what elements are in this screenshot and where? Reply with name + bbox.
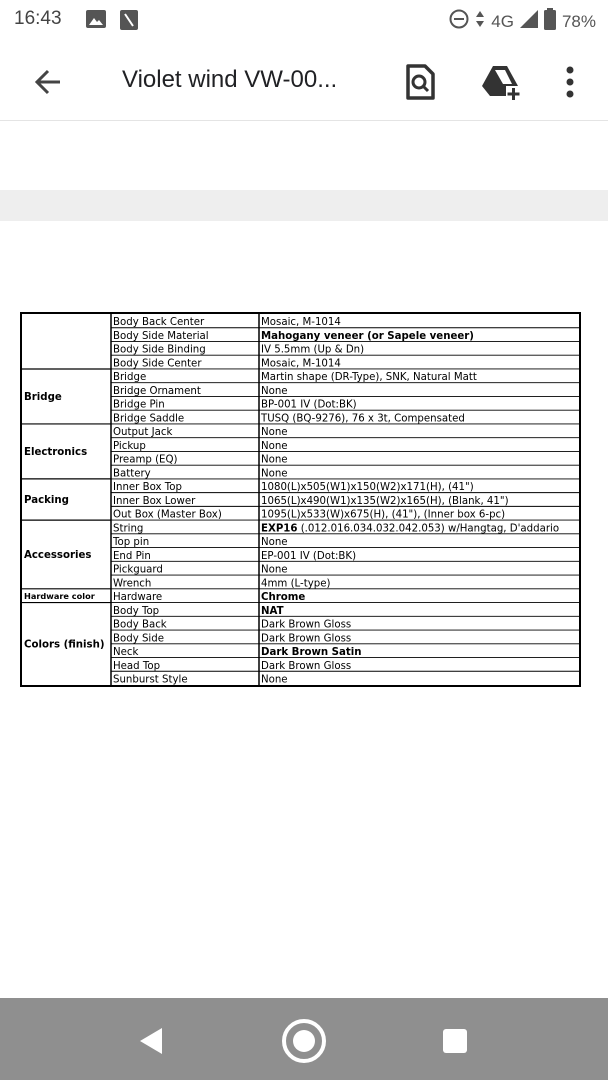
network-type: 4G xyxy=(491,11,514,31)
table-cell-item: Body Side Binding xyxy=(113,344,206,356)
arrow-back-icon xyxy=(28,62,68,102)
table-cell-spec: Mosaic, M-1014 xyxy=(261,317,341,329)
table-cell-item: Bridge xyxy=(113,372,147,384)
back-button[interactable] xyxy=(28,62,68,102)
status-right xyxy=(449,8,596,35)
battery-icon xyxy=(544,8,556,35)
table-cell-spec-rest: (.012.016.034.032.042.053) w/Hangtag, D'addario xyxy=(297,523,560,535)
nav-recents-button[interactable] xyxy=(430,1016,480,1066)
find-in-page-icon xyxy=(398,60,442,104)
table-cell-spec: 1065(L)x490(W1)x135(W2)x165(H), (Blank, 41") xyxy=(261,495,509,507)
drive-add-icon xyxy=(478,60,522,104)
table-cell-spec: None xyxy=(261,427,288,439)
do-not-disturb-icon xyxy=(449,9,469,34)
add-to-drive-button[interactable] xyxy=(478,60,522,104)
triangle-back-icon xyxy=(126,1016,176,1066)
page-separator xyxy=(0,190,608,221)
table-cell-item: Body Back Center xyxy=(113,317,205,329)
table-cell-spec xyxy=(261,523,559,534)
status-time: 16:43 xyxy=(14,8,62,29)
table-cell-item: Pickguard xyxy=(113,564,163,576)
navigation-bar xyxy=(0,998,608,1080)
table-cell-spec: None xyxy=(261,674,288,685)
nav-back-button[interactable] xyxy=(126,1016,176,1066)
image-icon xyxy=(86,10,106,33)
table-cell-spec: None xyxy=(261,454,288,466)
table-cell-spec: Dark Brown Gloss xyxy=(261,619,352,631)
table-cell-spec: 1095(L)x533(W)x675(H), (41"), (Inner box 6-pc) xyxy=(261,509,506,521)
table-cell-spec-lead: EXP16 xyxy=(261,523,298,535)
table-cell-item: Neck xyxy=(113,647,139,659)
table-cell-spec: BP-001 IV (Dot:BK) xyxy=(261,399,357,411)
table-cell-item: Bridge Ornament xyxy=(113,385,201,397)
group-label: Packing xyxy=(24,495,69,506)
group-label: Colors (finish) xyxy=(24,639,105,651)
table-cell-item: End Pin xyxy=(113,550,151,562)
table-cell-spec: 1080(L)x505(W1)x150(W2)x171(H), (41") xyxy=(261,482,474,494)
download-icon xyxy=(120,10,138,35)
table-cell-spec: IV 5.5mm (Up & Dn) xyxy=(261,344,365,356)
table-cell-item: Output Jack xyxy=(113,427,173,439)
table-cell-item: Out Box (Master Box) xyxy=(113,509,222,521)
table-cell-item: Wrench xyxy=(113,578,152,590)
table-cell-item: Body Side Center xyxy=(113,358,202,370)
table-cell-item: Inner Box Top xyxy=(113,482,182,494)
data-arrows-icon xyxy=(475,9,485,34)
table-cell-item: Preamp (EQ) xyxy=(113,454,178,466)
table-cell-spec: None xyxy=(261,537,288,549)
table-cell-spec: Martin shape (DR-Type), SNK, Natural Matt xyxy=(261,372,477,384)
table-cell-item: Pickup xyxy=(113,440,146,452)
table-cell-spec: Dark Brown Gloss xyxy=(261,633,352,645)
table-cell-item: Head Top xyxy=(113,660,161,672)
table-cell-item: Body Back xyxy=(113,619,167,631)
group-label: Accessories xyxy=(24,549,92,561)
table-cell-spec: EP-001 IV (Dot:BK) xyxy=(261,550,357,562)
more-vert-icon xyxy=(548,60,592,104)
spec-table xyxy=(20,312,581,687)
table-cell-item: Body Top xyxy=(113,605,160,617)
square-recents-icon xyxy=(430,1016,480,1066)
table-cell-spec: 4mm (L-type) xyxy=(261,578,331,590)
table-cell-item: Sunburst Style xyxy=(113,674,188,685)
group-label: Bridge xyxy=(24,391,62,403)
table-cell-item: Top pin xyxy=(113,537,150,549)
table-cell-item: String xyxy=(113,523,144,535)
table-cell-spec: Mosaic, M-1014 xyxy=(261,358,341,370)
table-cell-item: Bridge Saddle xyxy=(113,413,185,425)
home-circle-icon xyxy=(279,1016,329,1066)
table-cell-spec: None xyxy=(261,385,288,397)
table-cell-spec: Dark Brown Satin xyxy=(261,647,362,659)
table-cell-item: Hardware xyxy=(113,592,163,604)
table-cell-spec: Dark Brown Gloss xyxy=(261,660,352,672)
table-cell-spec: None xyxy=(261,468,288,480)
table-cell-item: Battery xyxy=(113,468,151,480)
table-cell-spec: None xyxy=(261,440,288,452)
battery-percent: 78% xyxy=(561,11,596,31)
table-cell-item: Bridge Pin xyxy=(113,399,165,411)
spec-table-grid xyxy=(22,314,579,685)
group-label: Hardware color xyxy=(24,591,95,602)
table-cell-spec: Chrome xyxy=(261,592,306,604)
table-cell-spec: TUSQ (BQ-9276), 76 x 3t, Compensated xyxy=(261,413,465,425)
table-cell-spec: None xyxy=(261,564,288,576)
table-cell-spec: Mahogany veneer (or Sapele veneer) xyxy=(261,330,474,342)
document-title: Violet wind VW-00... xyxy=(122,66,338,93)
app-bar xyxy=(0,40,608,121)
more-options-button[interactable] xyxy=(548,60,592,104)
table-cell-item: Body Side Material xyxy=(113,330,209,342)
find-in-document-button[interactable] xyxy=(398,60,442,104)
signal-icon xyxy=(520,10,538,33)
table-cell-item: Inner Box Lower xyxy=(113,495,196,507)
nav-home-button[interactable] xyxy=(279,1016,329,1066)
status-bar xyxy=(0,0,608,40)
group-label: Electronics xyxy=(24,446,88,458)
table-cell-item: Body Side xyxy=(113,633,164,645)
table-cell-spec: NAT xyxy=(261,605,284,617)
